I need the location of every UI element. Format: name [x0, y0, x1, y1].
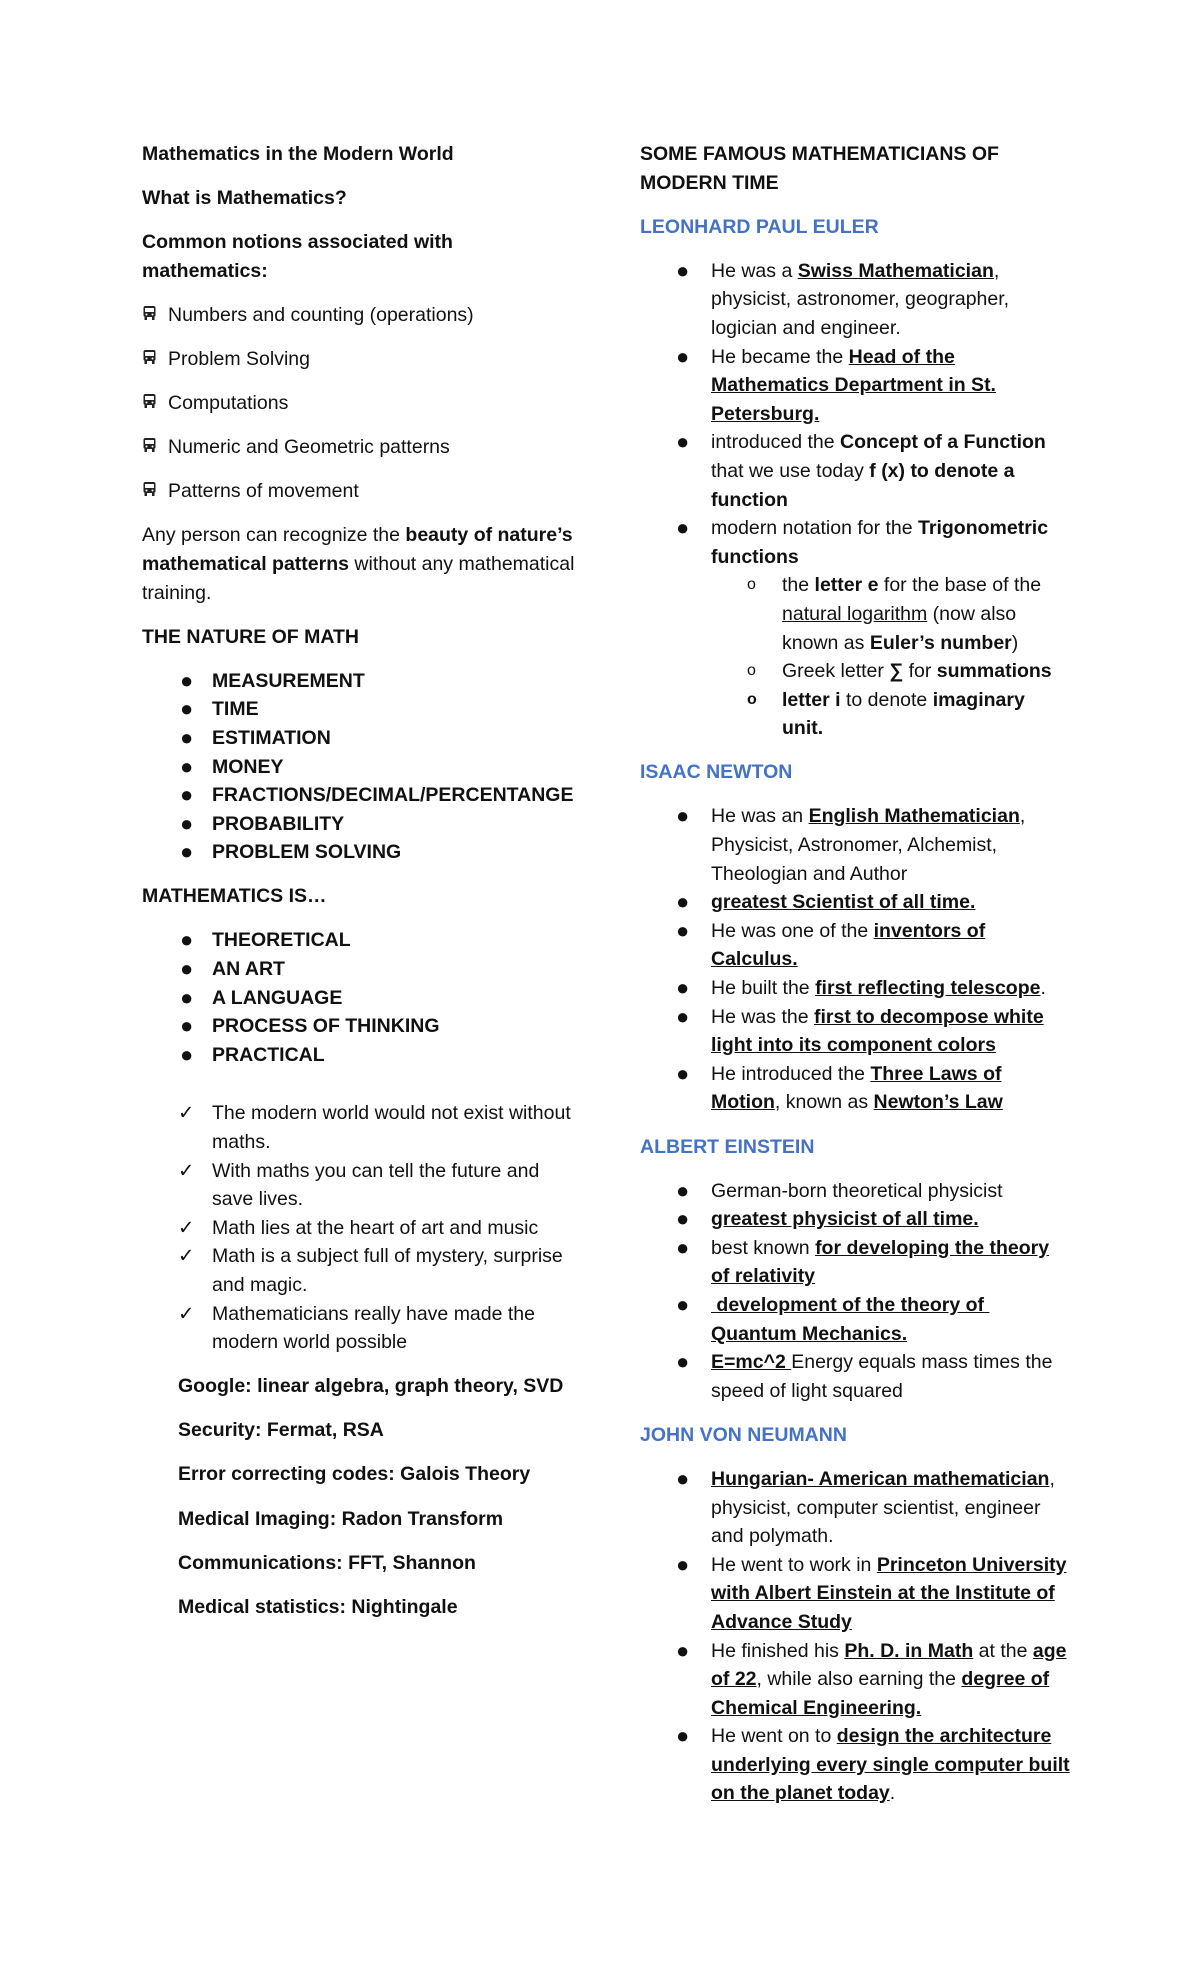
notions-heading: Common notions associated with mathematics:	[142, 231, 453, 282]
notion-text: Numbers and counting (operations)	[168, 303, 474, 326]
bold-text: letter e	[814, 574, 879, 597]
bullet-icon: ●	[180, 724, 194, 750]
applications-list	[142, 1372, 577, 1621]
notion-item	[142, 433, 577, 462]
beauty-text-end: without any mathematical training.	[142, 552, 575, 604]
list-item-text: PROBABILITY	[212, 812, 345, 835]
highlight: first to decompose white light into its component colors	[711, 1005, 1044, 1057]
text: modern notation for the	[711, 517, 919, 540]
bullet-icon: ●	[676, 1234, 690, 1260]
text: He was an	[711, 805, 809, 828]
checkmark-icon: ✓	[178, 1102, 195, 1125]
bullet-icon: ●	[180, 956, 194, 982]
highlight: Hungarian- American mathematician	[711, 1467, 1050, 1490]
right-column	[640, 140, 1070, 1824]
bullet-icon: ●	[180, 1013, 194, 1039]
beauty-text: Any person can recognize the	[142, 524, 406, 547]
notion-item	[142, 389, 577, 418]
list-item	[142, 667, 577, 696]
list-item-text: TIME	[212, 698, 259, 721]
highlight: Three Laws of Motion	[711, 1062, 1002, 1114]
check-item	[142, 1214, 577, 1243]
list-item-text: FRACTIONS/DECIMAL/PERCENTANGE	[212, 784, 574, 807]
highlight: English Mathematician	[808, 805, 1020, 828]
list-item	[142, 781, 577, 810]
bold-text: summations	[936, 660, 1052, 683]
list-item-text: MEASUREMENT	[212, 669, 365, 692]
bold-text: Euler’s number	[869, 631, 1012, 654]
list-item-text: A LANGUAGE	[212, 986, 343, 1009]
list-item-text: PRACTICAL	[212, 1043, 325, 1066]
list-item	[640, 1205, 1070, 1234]
text: Energy equals mass times the speed of light squared	[711, 1351, 1053, 1402]
list-item	[142, 1041, 577, 1070]
list-item	[142, 926, 577, 955]
bold-text: f (x) to denote a function	[711, 459, 1015, 511]
bold-text: letter i	[782, 688, 841, 711]
bold-text: ∑	[889, 660, 904, 683]
list-item-text: THEORETICAL	[212, 929, 351, 952]
highlight: greatest physicist of all time.	[711, 1208, 979, 1231]
bullet-icon: ●	[180, 984, 194, 1010]
list-item	[640, 802, 1070, 888]
left-column	[142, 140, 577, 1637]
highlight: E=mc^2	[711, 1351, 792, 1374]
mathematicians-heading: SOME FAMOUS MATHEMATICIANS OF MODERN TIME	[640, 143, 999, 194]
sublist-item	[640, 657, 1070, 686]
newton-list	[640, 802, 1070, 1117]
einstein-list	[640, 1177, 1070, 1406]
bullet-icon: ●	[676, 429, 690, 455]
highlight: for developing the theory of relativity	[711, 1236, 1050, 1288]
application-item: Error correcting codes: Galois Theory	[178, 1463, 531, 1486]
list-item	[640, 257, 1070, 343]
bullet-icon: ●	[676, 1291, 690, 1317]
list-item	[142, 1012, 577, 1041]
text: at the	[973, 1639, 1033, 1662]
list-item-text: PROCESS OF THINKING	[212, 1015, 440, 1038]
text: that we use today	[711, 459, 870, 482]
bullet-icon: ●	[180, 927, 194, 953]
circle-bullet-icon: o	[747, 690, 757, 708]
bullet-icon: ●	[676, 1465, 690, 1491]
bullet-icon: ●	[676, 1003, 690, 1029]
bullet-icon: ●	[676, 1637, 690, 1663]
euler-name: LEONHARD PAUL EULER	[640, 215, 879, 238]
text: introduced the	[711, 431, 841, 454]
checkmark-icon: ✓	[178, 1245, 195, 1268]
check-text: With maths you can tell the future and save lives.	[212, 1159, 540, 1211]
list-item	[640, 1348, 1070, 1405]
check-text: The modern world would not exist without maths.	[212, 1102, 571, 1154]
check-item	[142, 1242, 577, 1299]
notion-text: Problem Solving	[168, 347, 310, 370]
list-item	[640, 343, 1070, 429]
list-item	[142, 984, 577, 1013]
list-item-text: PROBLEM SOLVING	[212, 841, 402, 864]
section-question: What is Mathematics?	[142, 187, 347, 210]
text: He was one of the	[711, 919, 874, 942]
text: He went to work in	[711, 1553, 877, 1576]
is-heading: MATHEMATICS IS…	[142, 885, 327, 908]
text: , physicist, computer scientist, engineer and polymath.	[711, 1467, 1055, 1548]
bullet-icon: ●	[676, 889, 690, 915]
highlight: development of the theory of Quantum Mechanics.	[711, 1293, 990, 1345]
notion-text: Patterns of movement	[168, 480, 359, 503]
list-item	[640, 1291, 1070, 1348]
text: )	[1011, 631, 1019, 654]
list-item	[640, 1465, 1070, 1551]
highlight: Ph. D. in Math	[844, 1639, 974, 1662]
list-item	[640, 974, 1070, 1003]
check-text: Math is a subject full of mystery, surprise and magic.	[212, 1245, 563, 1296]
text: best known	[711, 1236, 816, 1259]
text: He finished his	[711, 1639, 845, 1662]
list-item	[640, 1722, 1070, 1808]
euler-sublist	[640, 571, 1070, 743]
check-item	[142, 1099, 577, 1156]
bold-text: imaginary unit.	[782, 688, 1025, 740]
text: Greek letter	[782, 660, 890, 683]
text: the	[782, 574, 815, 597]
nature-list	[142, 667, 577, 867]
bullet-icon: ●	[676, 343, 690, 369]
list-item	[640, 428, 1070, 514]
text: to denote	[840, 688, 933, 711]
text: He was a	[711, 259, 798, 282]
bullet-icon: ●	[676, 803, 690, 829]
circle-bullet-icon: o	[747, 576, 756, 594]
text: for the base of the	[878, 574, 1042, 597]
underlined-text: natural logarithm	[782, 602, 928, 625]
list-item	[640, 1177, 1070, 1206]
bullet-icon: ●	[676, 1177, 690, 1203]
bullet-icon: ●	[180, 1041, 194, 1067]
bullet-icon: ●	[180, 667, 194, 693]
highlight: design the architecture underlying every single computer built on the planet today	[711, 1725, 1070, 1805]
text: He went on to	[711, 1725, 837, 1748]
highlight: greatest Scientist of all time.	[711, 891, 976, 914]
list-item	[640, 1060, 1070, 1117]
beauty-bold: beauty of nature’s mathematical patterns	[142, 524, 573, 575]
list-item	[640, 514, 1070, 571]
list-item	[640, 1234, 1070, 1291]
bus-icon	[142, 477, 168, 506]
bullet-icon: ●	[676, 515, 690, 541]
check-item	[142, 1300, 577, 1357]
neumann-name: JOHN VON NEUMANN	[640, 1423, 847, 1446]
bullet-icon: ●	[676, 917, 690, 943]
highlight: Newton’s Law	[873, 1091, 1003, 1114]
highlight: Head of the Mathematics Department in St. Petersburg.	[711, 345, 996, 425]
list-item	[640, 1003, 1070, 1060]
bullet-icon: ●	[676, 1723, 690, 1749]
list-item	[142, 955, 577, 984]
bullet-icon: ●	[676, 1060, 690, 1086]
sublist-item	[640, 686, 1070, 743]
highlight: age of 22	[711, 1639, 1067, 1691]
bullet-icon: ●	[180, 810, 194, 836]
list-item-text: AN ART	[212, 958, 285, 981]
checkmark-icon: ✓	[178, 1302, 195, 1325]
application-item: Medical Imaging: Radon Transform	[178, 1507, 504, 1530]
is-list	[142, 926, 577, 1069]
notion-item	[142, 301, 577, 330]
sublist-item	[640, 571, 1070, 657]
neumann-list	[640, 1465, 1070, 1808]
bus-icon	[142, 301, 168, 330]
text: He became the	[711, 345, 849, 368]
application-item: Security: Fermat, RSA	[178, 1419, 384, 1442]
application-item: Google: linear algebra, graph theory, SVD	[178, 1375, 564, 1398]
notion-item	[142, 345, 577, 374]
bus-icon	[142, 389, 168, 418]
bullet-icon: ●	[180, 753, 194, 779]
list-item	[142, 838, 577, 867]
application-item: Communications: FFT, Shannon	[178, 1551, 476, 1574]
text: , known as	[774, 1091, 874, 1114]
list-item	[142, 753, 577, 782]
beauty-paragraph	[142, 521, 577, 607]
bold-text: Trigonometric functions	[711, 517, 1049, 568]
notions-list	[142, 301, 577, 506]
highlight: first reflecting telescope	[815, 977, 1041, 1000]
euler-list	[640, 257, 1070, 572]
bullet-icon: ●	[180, 782, 194, 808]
list-item	[142, 724, 577, 753]
text: , physicist, astronomer, geographer, logician and engineer.	[711, 259, 1010, 339]
text: He introduced the	[711, 1062, 871, 1085]
circle-bullet-icon: o	[747, 662, 756, 680]
einstein-name: ALBERT EINSTEIN	[640, 1135, 815, 1158]
document-title: Mathematics in the Modern World	[142, 143, 454, 165]
checks-list	[142, 1099, 577, 1356]
checkmark-icon: ✓	[178, 1159, 195, 1182]
text: (now also known as	[782, 602, 1017, 654]
bold-text: Concept of a Function	[840, 431, 1046, 454]
text: .	[889, 1782, 896, 1805]
check-text: Mathematicians really have made the modern world possible	[212, 1302, 535, 1354]
list-item-text: MONEY	[212, 755, 284, 778]
list-item	[640, 888, 1070, 917]
highlight: Princeton University with Albert Einstein at the Institute of Advance Study	[711, 1553, 1067, 1633]
list-item	[640, 1637, 1070, 1723]
checkmark-icon: ✓	[178, 1216, 195, 1239]
text: He built the	[711, 977, 816, 1000]
highlight: inventors of Calculus.	[711, 919, 986, 971]
list-item	[640, 917, 1070, 974]
text: , while also earning the	[756, 1668, 962, 1691]
text: , Physicist, Astronomer, Alchemist, Theologian and Author	[711, 805, 1026, 885]
highlight: degree of Chemical Engineering.	[711, 1668, 1050, 1719]
highlight: Swiss Mathematician	[797, 259, 994, 282]
text: He was the	[711, 1005, 814, 1028]
list-item	[142, 695, 577, 724]
notion-text: Computations	[168, 392, 289, 415]
bullet-icon: ●	[676, 1206, 690, 1232]
bullet-icon: ●	[676, 975, 690, 1001]
text: .	[1040, 977, 1046, 1000]
list-item	[142, 810, 577, 839]
bus-icon	[142, 433, 168, 462]
nature-heading: THE NATURE OF MATH	[142, 625, 360, 648]
list-item-text: ESTIMATION	[212, 726, 331, 749]
bullet-icon: ●	[676, 1349, 690, 1375]
application-item: Medical statistics: Nightingale	[178, 1595, 458, 1618]
notion-item	[142, 477, 577, 506]
bullet-icon: ●	[676, 1551, 690, 1577]
text: for	[903, 660, 937, 683]
text: German-born theoretical physicist	[711, 1179, 1003, 1202]
newton-name: ISAAC NEWTON	[640, 761, 793, 784]
bullet-icon: ●	[180, 839, 194, 865]
list-item	[640, 1551, 1070, 1637]
bullet-icon: ●	[676, 257, 690, 283]
bullet-icon: ●	[180, 696, 194, 722]
notion-text: Numeric and Geometric patterns	[168, 436, 450, 459]
check-item	[142, 1157, 577, 1214]
check-text: Math lies at the heart of art and music	[212, 1216, 539, 1239]
bus-icon	[142, 345, 168, 374]
